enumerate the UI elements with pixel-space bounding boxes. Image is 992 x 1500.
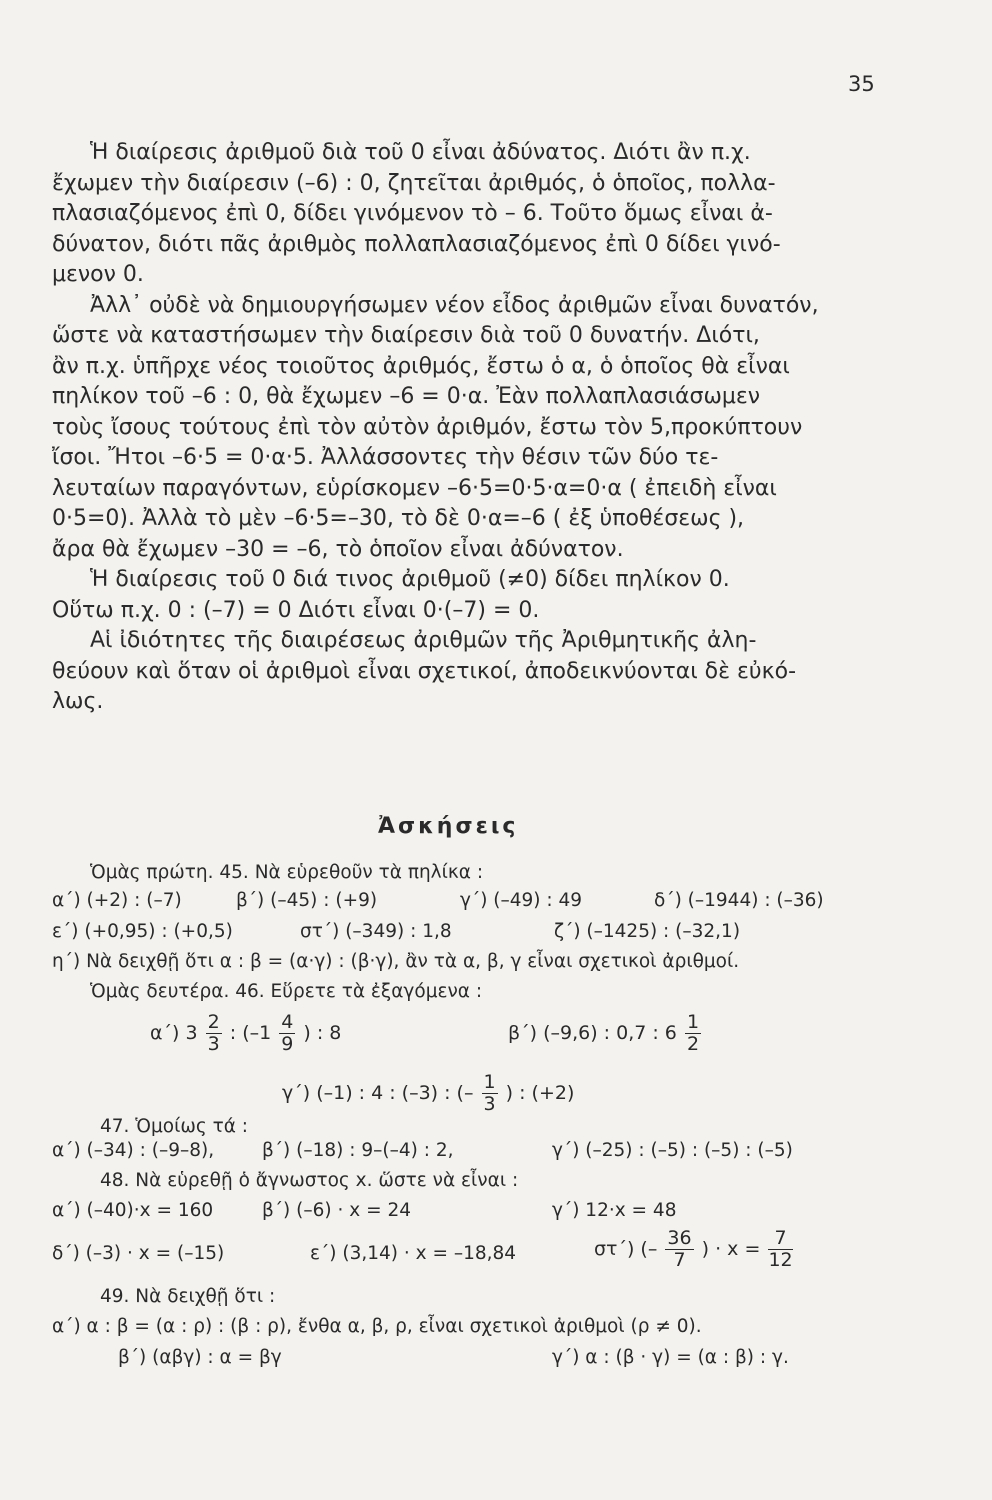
text-line: τοὺς ἴσους τούτους ἐπὶ τὸν αὐτὸν ἀριθμόν, ἔστω τὸν 5,προκύπτουν <box>52 414 803 440</box>
e46a-end: ) : 8 <box>303 1021 342 1044</box>
exercise-item: δ΄) (–3) · x = (–15) <box>52 1243 225 1264</box>
exercise-group-title: 49. Νὰ δειχθῇ ὅτι : <box>100 1286 276 1307</box>
text-line: θεύουν καὶ ὅταν οἱ ἀριθμοὶ εἶναι σχετικοί, ἀποδεικνύονται δὲ εὐκό- <box>52 658 797 684</box>
exercise-group-title: 47. Ὁμοίως τά : <box>100 1116 249 1137</box>
exercise-48-st <box>594 1228 795 1271</box>
text-line: λως. <box>52 689 104 714</box>
e46c-label: γ΄) (–1) : 4 : (–3) : (– <box>282 1081 474 1104</box>
e46b-label: β΄) (–9,6) : 0,7 : 6 <box>508 1021 677 1044</box>
fraction: $\frac{4}{9}$ <box>281 1011 294 1055</box>
e46c-end: ) : (+2) <box>505 1081 575 1104</box>
e46a-mid: : (–1 <box>229 1021 272 1044</box>
fraction: $\frac{2}{3}$ <box>207 1011 220 1055</box>
exercise-group-title: Ὁμὰς πρώτη. 45. Νὰ εὑρεθοῦν τὰ πηλίκα : <box>90 862 484 883</box>
exercise-item: ζ΄) (–1425) : (–32,1) <box>554 921 741 942</box>
exercise-item: δ΄) (–1944) : (–36) <box>654 890 824 911</box>
e48st-label: στ΄) (– <box>594 1237 658 1260</box>
exercise-46a <box>150 1012 341 1055</box>
exercise-item: β΄) (–45) : (+9) <box>236 890 378 911</box>
fraction: $\frac{1}{2}$ <box>686 1011 700 1055</box>
page-number: 35 <box>848 72 875 96</box>
text-line: Ἡ διαίρεσις τοῦ 0 διά τινος ἀριθμοῦ (≠0) δίδει πηλίκον 0. <box>90 567 730 592</box>
exercise-item: ε΄) (3,14) · x = –18,84 <box>310 1243 517 1264</box>
text-line: ἄρα θὰ ἔχωμεν –30 = –6, τὸ ὁποῖον εἶναι ἀδύνατον. <box>52 536 624 562</box>
text-line: μενον 0. <box>52 262 144 287</box>
text-line: 0·5=0). Ἀλλὰ τὸ μὲν –6·5=–30, τὸ δὲ 0·α=–6 ( ἐξ ὑποθέσεως ), <box>52 506 745 531</box>
text-line: ἂν π.χ. ὑπῆρχε νέος τοιοῦτος ἀριθμός, ἔστω ὁ α, ὁ ὁποῖος θὰ εἶναι <box>52 353 790 379</box>
text-line: λευταίων παραγόντων, εὑρίσκομεν –6·5=0·5·α=0·α ( ἐπειδὴ εἶναι <box>52 475 777 501</box>
e48st-mid: ) · x = <box>701 1237 761 1260</box>
fraction: $\frac{1}{3}$ <box>483 1071 496 1115</box>
exercise-item: γ΄) α : (β · γ) = (α : β) : γ. <box>552 1347 789 1368</box>
exercise-46b <box>508 1012 703 1055</box>
exercise-item: β΄) (–18) : 9–(–4) : 2, <box>262 1140 454 1161</box>
text-line: δύνατον, διότι πᾶς ἀριθμὸς πολλαπλασιαζόμενος ἐπὶ 0 δίδει γινό- <box>52 231 781 257</box>
text-line: πλασιαζόμενος ἐπὶ 0, δίδει γινόμενον τὸ – 6. Τοῦτο ὅμως εἶναι ἀ- <box>52 201 773 226</box>
exercise-item: γ΄) 12·x = 48 <box>552 1200 677 1221</box>
exercise-item: β΄) (–6) · x = 24 <box>262 1200 412 1221</box>
exercise-46c <box>282 1072 574 1115</box>
exercise-item: β΄) (αβγ) : α = βγ <box>118 1347 282 1368</box>
exercise-item: α΄) (+2) : (–7) <box>52 890 182 911</box>
text-line: ὥστε νὰ καταστήσωμεν τὴν διαίρεσιν διὰ τοῦ 0 δυνατήν. Διότι, <box>52 323 760 348</box>
exercise-item: η΄) Νὰ δειχθῇ ὅτι α : β = (α·γ) : (β·γ), ἂν τὰ α, β, γ εἶναι σχετικοὶ ἀριθμοί. <box>52 951 740 972</box>
exercise-item: στ΄) (–349) : 1,8 <box>300 921 452 942</box>
text-line: Ἡ διαίρεσις ἀριθμοῦ διὰ τοῦ 0 εἶναι ἀδύνατος. Διότι ἂν π.χ. <box>90 140 751 165</box>
exercise-item: γ΄) (–49) : 49 <box>460 890 583 911</box>
exercise-group-title: 48. Νὰ εὑρεθῇ ὁ ἄγνωστος x. ὥστε νὰ εἶναι : <box>100 1170 519 1191</box>
exercise-group-title: Ὁμὰς δευτέρα. 46. Εὕρετε τὰ ἐξαγόμενα : <box>90 981 483 1002</box>
exercise-item: γ΄) (–25) : (–5) : (–5) : (–5) <box>552 1140 793 1161</box>
exercise-item: ε΄) (+0,95) : (+0,5) <box>52 921 233 942</box>
e46a-label: α΄) 3 <box>150 1021 198 1044</box>
exercise-item: α΄) (–34) : (–9–8), <box>52 1140 215 1161</box>
fraction: $\frac{36}{7}$ <box>667 1227 692 1271</box>
body-text <box>52 138 884 718</box>
text-line: ἴσοι. Ἤτοι –6·5 = 0·α·5. Ἀλλάσσοντες τὴν θέσιν τῶν δύο τε- <box>52 445 719 470</box>
text-line: ἔχωμεν τὴν διαίρεσιν (–6) : 0, ζητεῖται ἀριθμός, ὁ ὁποῖος, πολλα- <box>52 170 776 196</box>
fraction: $\frac{7}{12}$ <box>768 1227 793 1271</box>
text-line: Οὕτω π.χ. 0 : (–7) = 0 Διότι εἶναι 0·(–7) = 0. <box>52 597 540 623</box>
exercise-item: α΄) α : β = (α : ρ) : (β : ρ), ἔνθα α, β, ρ, εἶναι σχετικοὶ ἀριθμοὶ (ρ ≠ 0). <box>52 1316 702 1337</box>
text-line: Ἀλλ᾽ οὐδὲ νὰ δημιουργήσωμεν νέον εἶδος ἀριθμῶν εἶναι δυνατόν, <box>90 292 819 318</box>
text-line: Αἱ ἰδιότητες τῆς διαιρέσεως ἀριθμῶν τῆς Ἀριθμητικῆς ἀλη- <box>90 628 757 653</box>
exercise-item: α΄) (–40)·x = 160 <box>52 1200 214 1221</box>
section-heading: Ἀσκήσεις <box>378 814 519 839</box>
text-line: πηλίκον τοῦ –6 : 0, θὰ ἔχωμεν –6 = 0·α. Ἐὰν πολλαπλασιάσωμεν <box>52 384 761 409</box>
